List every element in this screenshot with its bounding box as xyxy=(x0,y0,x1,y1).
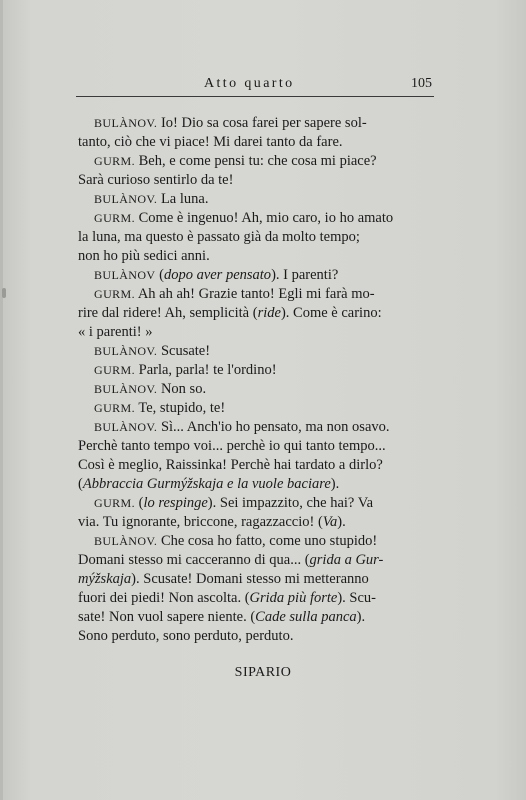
stage-direction: grida a Gur- xyxy=(309,552,384,568)
text-line xyxy=(78,228,442,247)
text-line xyxy=(78,532,442,551)
line-text: via. Tu ignorante, briccone, ragazzaccio! ( xyxy=(78,514,323,530)
text-line xyxy=(78,627,442,646)
line-text: Domani stesso mi cacceranno di qua... ( xyxy=(78,552,310,568)
line-text: ). Come è carino: xyxy=(280,305,382,321)
line-text: Beh, e come pensi tu: che cosa mi piace? xyxy=(135,153,377,169)
text-line xyxy=(78,513,442,532)
text-line xyxy=(78,570,442,589)
text-line xyxy=(78,190,442,209)
speaker-name: GURM. xyxy=(94,287,136,301)
line-text: ). Scusate! Domani stesso mi metteranno xyxy=(131,571,369,587)
text-line xyxy=(78,418,442,437)
speaker-name: BULÀNOV. xyxy=(94,534,158,548)
text-line xyxy=(78,171,442,190)
line-text: Sono perduto, sono perduto, perduto. xyxy=(78,628,294,644)
line-text: ). I parenti? xyxy=(271,267,339,283)
text-line xyxy=(78,361,442,380)
line-text: Come è ingenuo! Ah, mio caro, io ho amato xyxy=(135,210,394,226)
text-line xyxy=(78,209,442,228)
text-line xyxy=(78,133,442,152)
line-text: Così è meglio, Raissinka! Perchè hai tardato a dirlo? xyxy=(78,457,383,473)
line-text: tanto, ciò che vi piace! Mi darei tanto da fare. xyxy=(78,134,343,150)
stage-direction: dopo aver pensato xyxy=(163,267,272,283)
line-text: Parla, parla! te l'ordino! xyxy=(135,362,277,378)
stage-direction: lo respinge xyxy=(143,495,208,511)
text-line xyxy=(78,437,442,456)
text-line xyxy=(78,152,442,171)
text-line xyxy=(78,608,442,627)
line-text: Sarà curioso sentirlo da te! xyxy=(78,172,234,188)
line-text: ). Scu- xyxy=(337,590,377,606)
speaker-name: GURM. xyxy=(94,154,136,168)
dialogue-text xyxy=(78,114,442,646)
page-number: 105 xyxy=(411,76,432,91)
line-text: ). Sei impazzito, che hai? Va xyxy=(207,495,374,511)
text-line xyxy=(78,247,442,266)
line-text: La luna. xyxy=(157,191,209,207)
line-text: ). xyxy=(330,476,340,492)
text-line xyxy=(78,551,442,570)
line-text: ). xyxy=(356,609,366,625)
line-text: ( xyxy=(78,476,83,492)
line-text: Io! Dio sa cosa farei per sapere sol- xyxy=(157,115,367,131)
speaker-name: GURM. xyxy=(94,363,136,377)
text-line xyxy=(78,494,442,513)
line-text: ( xyxy=(155,267,164,283)
stage-direction: Grida più forte xyxy=(249,590,338,606)
stage-direction: ride xyxy=(257,305,281,321)
speaker-name: BULÀNOV. xyxy=(94,420,158,434)
text-line xyxy=(78,380,442,399)
speaker-name: GURM. xyxy=(94,401,136,415)
line-text: « i parenti! » xyxy=(78,324,153,340)
line-text: ). xyxy=(337,514,346,530)
closing-curtain: SIPARIO xyxy=(234,665,292,680)
stage-direction: Cade sulla panca xyxy=(255,609,357,625)
stage-direction: mýžskaja xyxy=(78,571,132,587)
line-text: Ah ah ah! Grazie tanto! Egli mi farà mo- xyxy=(135,286,375,302)
text-line xyxy=(78,342,442,361)
running-title: Atto quarto xyxy=(204,76,295,91)
line-text: Scusate! xyxy=(157,343,211,359)
speaker-name: BULÀNOV. xyxy=(94,344,158,358)
line-text: fuori dei piedi! Non ascolta. ( xyxy=(78,590,250,606)
running-header xyxy=(76,70,434,97)
text-line xyxy=(78,323,442,342)
text-line xyxy=(78,304,442,323)
text-line xyxy=(78,456,442,475)
speaker-name: BULÀNOV xyxy=(94,268,156,282)
line-text: Te, stupido, te! xyxy=(135,400,226,416)
page-edge-mark xyxy=(2,288,6,298)
speaker-name: BULÀNOV. xyxy=(94,116,158,130)
stage-direction: Abbraccia Gurmýžskaja e la vuole baciare xyxy=(82,476,331,492)
speaker-name: BULÀNOV. xyxy=(94,192,158,206)
speaker-name: GURM. xyxy=(94,211,136,225)
text-line xyxy=(78,589,442,608)
speaker-name: BULÀNOV. xyxy=(94,382,158,396)
line-text: Sì... Anch'io ho pensato, ma non osavo. xyxy=(157,419,390,435)
text-line xyxy=(78,114,442,133)
line-text: la luna, ma questo è passato già da molto tempo; xyxy=(78,229,360,245)
speaker-name: GURM. xyxy=(94,496,136,510)
text-line xyxy=(78,285,442,304)
line-text: rire dal ridere! Ah, semplicità ( xyxy=(78,305,258,321)
line-text: sate! Non vuol sapere niente. ( xyxy=(78,609,256,625)
text-line xyxy=(78,475,442,494)
text-line xyxy=(78,399,442,418)
text-line xyxy=(78,266,442,285)
line-text: Che cosa ho fatto, come uno stupido! xyxy=(157,533,378,549)
line-text: non ho più sedici anni. xyxy=(78,248,210,264)
line-text: Perchè tanto tempo voi... perchè io qui tanto tempo... xyxy=(78,438,386,454)
stage-direction: Va xyxy=(322,514,338,530)
line-text: Non so. xyxy=(157,381,207,397)
line-text: ( xyxy=(135,495,144,511)
